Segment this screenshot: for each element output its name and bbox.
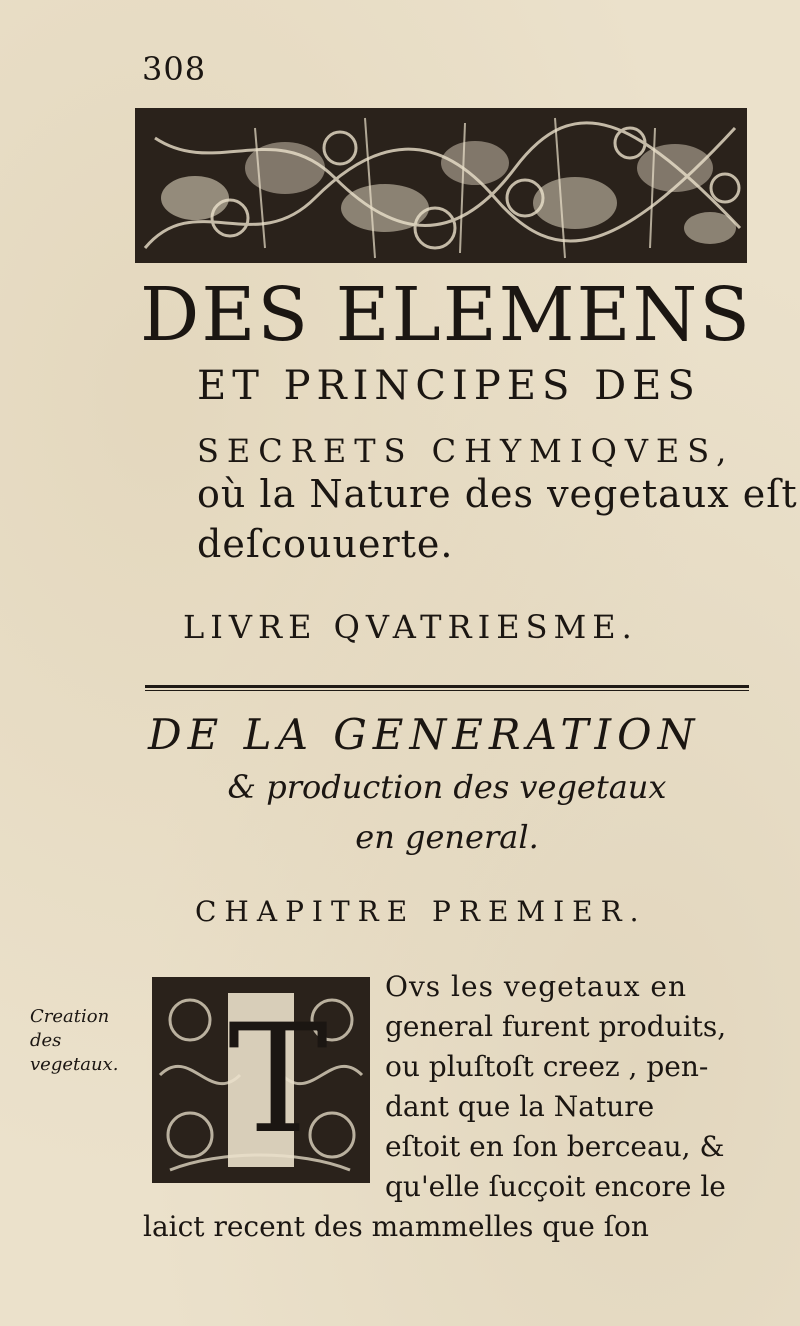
margin-note: Creation des vegetaux. (30, 1006, 119, 1075)
double-rule-thick (145, 685, 749, 688)
body-line: dant que la Nature (385, 1090, 655, 1123)
subtitle-line-2: & production des vegetaux (227, 768, 667, 806)
title-line-2: ET PRINCIPES DES (197, 363, 701, 409)
body-line: eſtoit en ſon berceau, & (385, 1130, 725, 1163)
subtitle-line-3: en general. (355, 818, 539, 856)
decorated-initial (150, 975, 372, 1185)
body-line: general furent produits, (385, 1010, 727, 1043)
title-line-5: deſcouuerte. (197, 522, 454, 566)
title-line-3: SECRETS CHYMIQVES, (197, 432, 735, 470)
subtitle-line-1: DE LA GENERATION (148, 710, 701, 759)
body-line: qu'elle ſucçoit encore le (385, 1170, 726, 1203)
title-main: DES ELEMENS (140, 272, 752, 358)
title-line-4: où la Nature des vegetaux eſt (197, 472, 798, 516)
book-title: LIVRE QVATRIESME. (183, 608, 638, 646)
body-line: Ovs les vegetaux en (385, 970, 687, 1003)
page-number: 308 (142, 50, 207, 88)
body-line: laict recent des mammelles que ſon (143, 1210, 649, 1243)
double-rule-thin (145, 690, 749, 691)
chapter-heading: CHAPITRE PREMIER. (195, 895, 647, 928)
body-line: ou pluſtoſt creez , pen- (385, 1050, 709, 1083)
floral-headpiece-ornament (135, 108, 747, 263)
initial-letter: T (228, 993, 329, 1167)
